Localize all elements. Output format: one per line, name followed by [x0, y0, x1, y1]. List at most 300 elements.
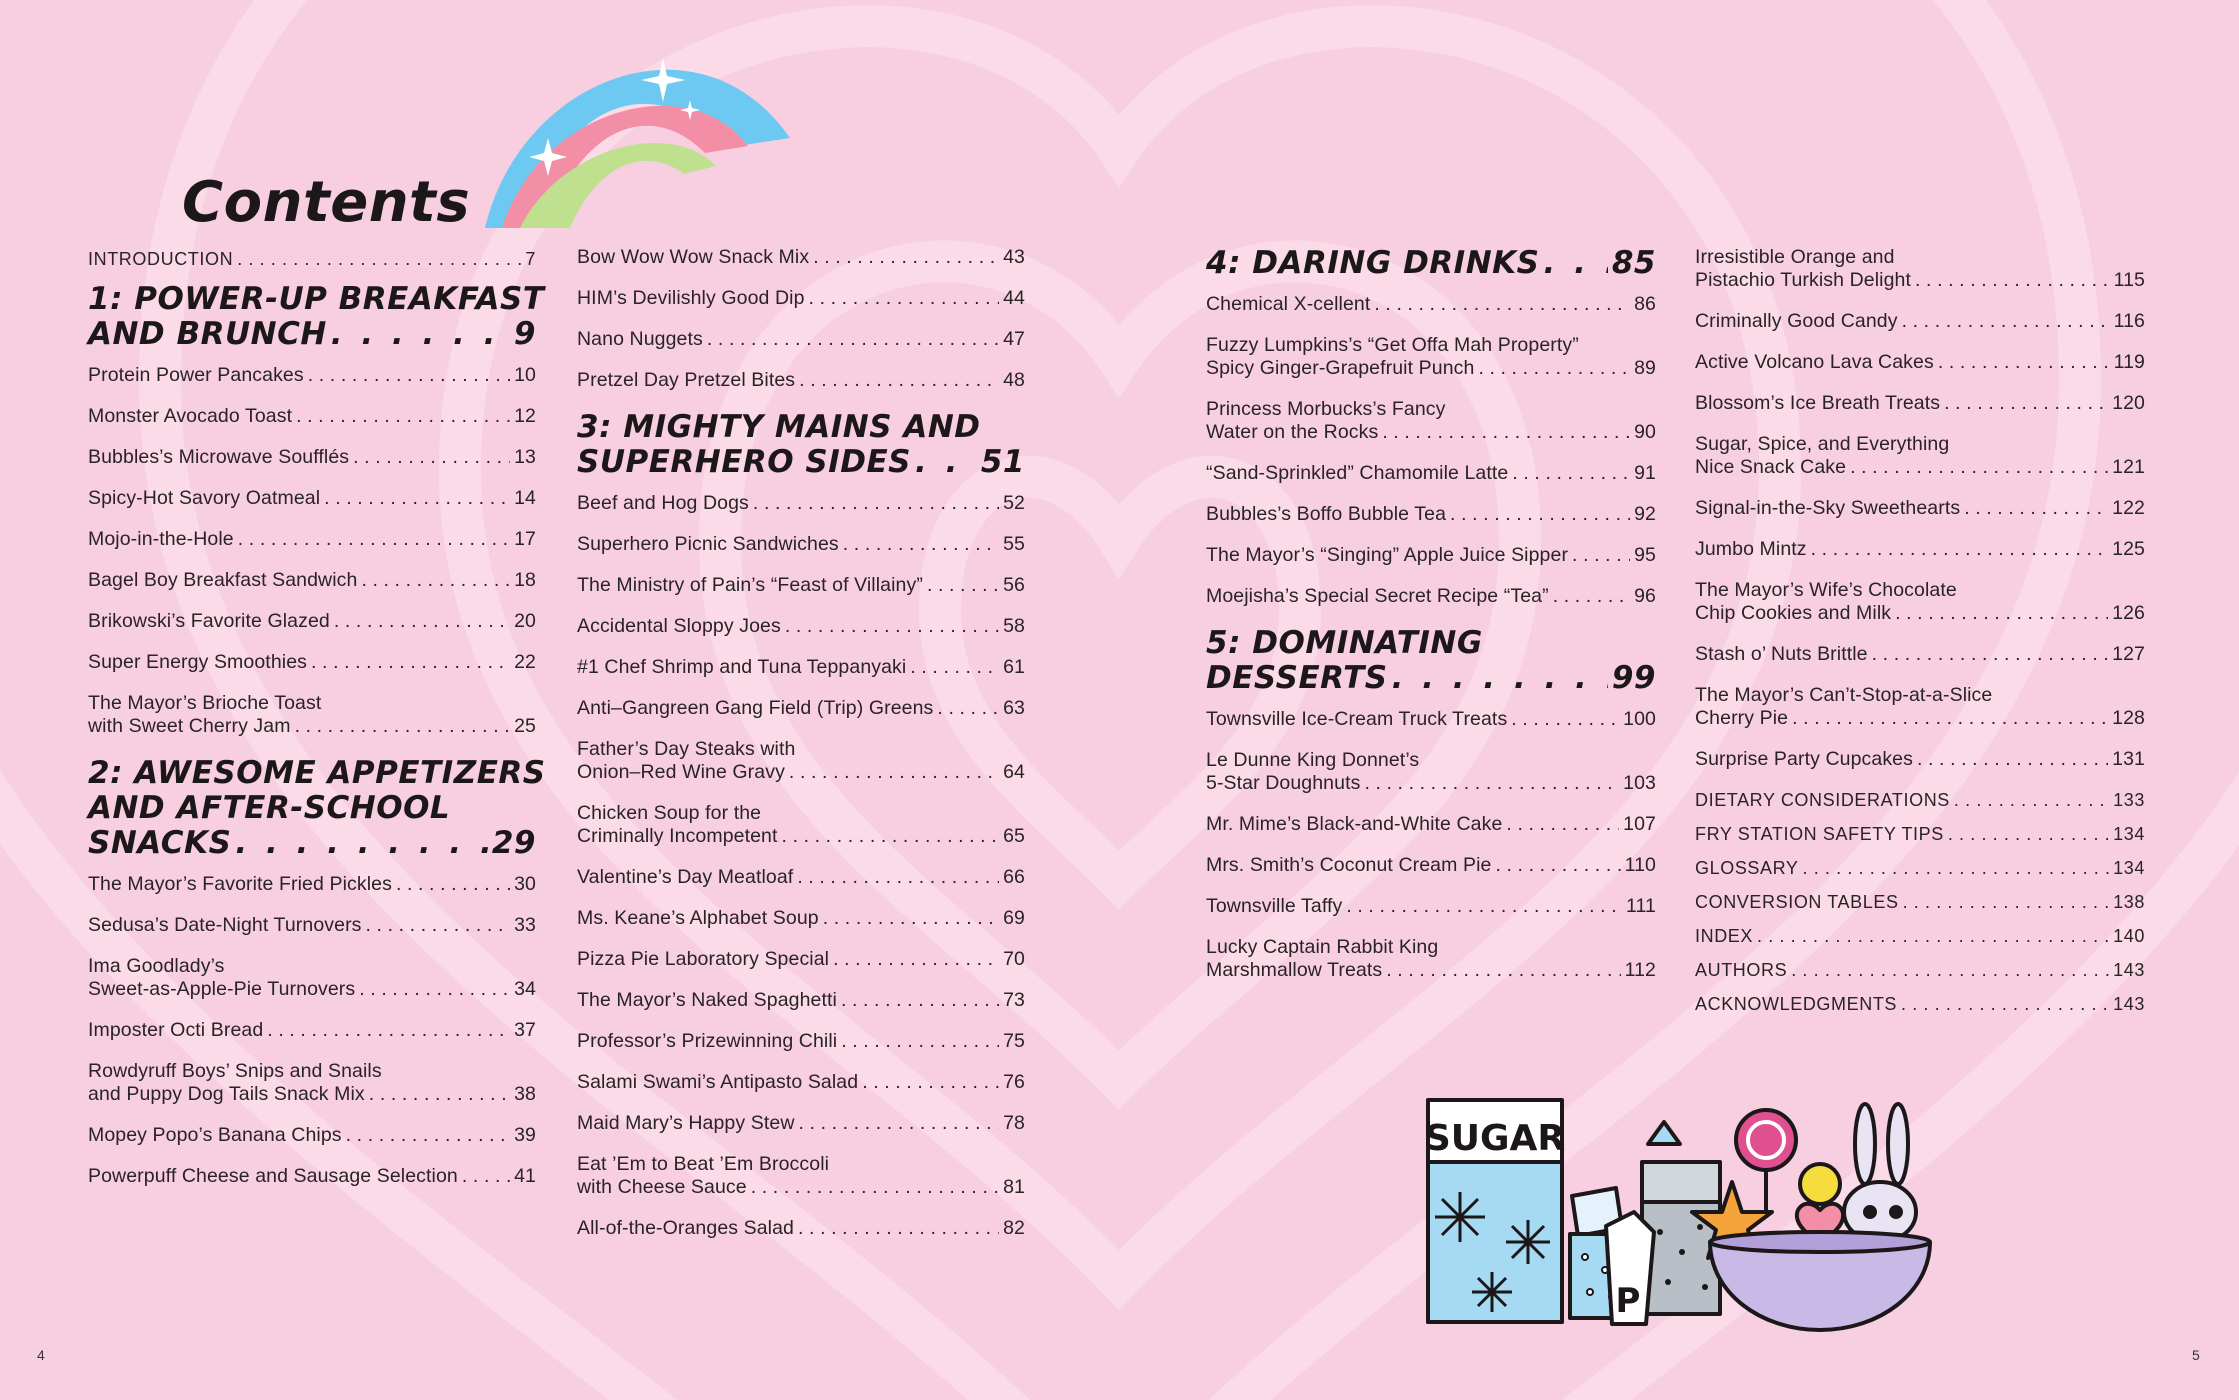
page-number: 61 [1003, 656, 1025, 678]
toc-entry [1206, 398, 1656, 444]
chapter-title: 1: POWER-UP BREAKFAST [88, 281, 545, 317]
toc-entry [1695, 497, 2145, 520]
page-number: 41 [514, 1165, 536, 1187]
toc-entry [1695, 925, 2145, 948]
page-number: 13 [514, 446, 536, 468]
entry-title: Powerpuff Cheese and Sausage Selection [88, 1165, 458, 1187]
dot-leader [1901, 993, 2109, 1016]
toc-entry [1206, 936, 1656, 982]
dot-leader [235, 826, 487, 861]
entry-title: Anti–Gangreen Gang Field (Trip) Greens [577, 697, 934, 719]
entry-title: Cherry Pie [1695, 707, 1789, 729]
entry-title: Active Volcano Lava Cakes [1695, 351, 1934, 373]
entry-title: Onion–Red Wine Gravy [577, 761, 785, 783]
dot-leader [1915, 269, 2110, 292]
page-number: 37 [514, 1019, 536, 1041]
entry-title: The Mayor’s Can’t-Stop-at-a-Slice [1695, 684, 1993, 706]
page-number: 64 [1003, 761, 1025, 783]
toc-entry [577, 328, 1025, 351]
page-number: 134 [2113, 858, 2145, 878]
entry-title: Mrs. Smith’s Coconut Cream Pie [1206, 854, 1492, 876]
dot-leader [1903, 891, 2110, 914]
page-number: 100 [1623, 708, 1656, 730]
entry-title: Chip Cookies and Milk [1695, 602, 1892, 624]
entry-title: Superhero Picnic Sandwiches [577, 533, 839, 555]
toc-entry [88, 364, 536, 387]
dot-leader [1544, 246, 1608, 281]
page-number: 55 [1003, 533, 1025, 555]
chapter-heading [1206, 246, 1656, 281]
toc-entry [1695, 538, 2145, 561]
dot-leader [843, 533, 999, 556]
entry-title: Moejisha’s Special Secret Recipe “Tea” [1206, 585, 1549, 607]
dot-leader [331, 317, 510, 352]
dot-leader [1364, 772, 1619, 795]
chapter-title: 5: DOMINATING [1206, 625, 1483, 661]
page-number: 99 [1611, 660, 1656, 696]
entry-title: Blossom’s Ice Breath Treats [1695, 392, 1941, 414]
page-number: 22 [514, 651, 536, 673]
sugar-label: SUGAR [1424, 1118, 1566, 1159]
toc-entry [1206, 708, 1656, 731]
entry-title: Le Dunne King Donnet’s [1206, 749, 1420, 771]
page-number: 7 [525, 249, 536, 269]
entry-title: Pretzel Day Pretzel Bites [577, 369, 796, 391]
page-number: 43 [1003, 246, 1025, 268]
entry-title: GLOSSARY [1695, 858, 1799, 878]
toc-entry [577, 1153, 1025, 1199]
page-number: 90 [1634, 421, 1656, 443]
toc-entry [577, 697, 1025, 720]
dot-leader [833, 948, 999, 971]
entry-title: The Mayor’s Favorite Fried Pickles [88, 873, 392, 895]
toc-entry [577, 738, 1025, 784]
dot-leader [1478, 357, 1630, 380]
entry-title: Ima Goodlady’s [88, 955, 225, 977]
dot-leader [1512, 462, 1630, 485]
page-number: 17 [514, 528, 536, 550]
toc-entry [577, 1071, 1025, 1094]
dot-leader [799, 1112, 1000, 1135]
page-number: 69 [1003, 907, 1025, 929]
shaker-label: P [1615, 1281, 1641, 1321]
page-number: 76 [1003, 1071, 1025, 1093]
dot-leader [1938, 351, 2110, 374]
toc-entry [1206, 462, 1656, 485]
page-number: 116 [2113, 310, 2145, 332]
page-number: 82 [1003, 1217, 1025, 1239]
dot-leader [862, 1071, 999, 1094]
toc-entry [577, 989, 1025, 1012]
dot-leader [1948, 823, 2109, 846]
chapter-title: 4: DARING DRINKS [1206, 245, 1540, 281]
page-number: 47 [1003, 328, 1025, 350]
entry-title: All-of-the-Oranges Salad [577, 1217, 795, 1239]
dot-leader [1917, 748, 2108, 771]
toc-entry [1206, 585, 1656, 608]
dot-leader [751, 1176, 999, 1199]
entry-title: “Sand-Sprinkled” Chamomile Latte [1206, 462, 1509, 484]
toc-entry [88, 873, 536, 896]
dot-leader [324, 487, 510, 510]
toc-entry [88, 569, 536, 592]
toc-entry [577, 369, 1025, 392]
toc-entry [1206, 503, 1656, 526]
toc-entry [1695, 351, 2145, 374]
dot-leader [462, 1165, 510, 1188]
entry-title: Sweet-as-Apple-Pie Turnovers [88, 978, 356, 1000]
dot-leader [789, 761, 999, 784]
page-number: 140 [2113, 926, 2145, 946]
toc-entry [1206, 854, 1656, 877]
dot-leader [1346, 895, 1622, 918]
page-number: 63 [1003, 697, 1025, 719]
toc-entry [577, 866, 1025, 889]
entry-title: Mr. Mime’s Black-and-White Cake [1206, 813, 1503, 835]
dot-leader [753, 492, 999, 515]
page-number: 103 [1623, 772, 1656, 794]
page-number: 122 [2112, 497, 2145, 519]
page-number: 56 [1003, 574, 1025, 596]
page-number: 125 [2112, 538, 2145, 560]
page-number: 14 [514, 487, 536, 509]
chapter-title: DESSERTS [1206, 660, 1388, 696]
dot-leader [1850, 456, 2108, 479]
page-number: 143 [2113, 960, 2145, 980]
dot-leader [366, 914, 511, 937]
toc-column-3 [1206, 236, 1656, 1000]
toc-entry [1206, 334, 1656, 380]
page-number: 91 [1634, 462, 1656, 484]
page-number: 12 [514, 405, 536, 427]
toc-entry [1206, 544, 1656, 567]
toc-entry [88, 692, 536, 738]
page-number: 34 [514, 978, 536, 1000]
dot-leader [1386, 959, 1620, 982]
entry-title: The Mayor’s Brioche Toast [88, 692, 322, 714]
dot-leader [334, 610, 510, 633]
page-number: 70 [1003, 948, 1025, 970]
toc-entry [1206, 813, 1656, 836]
entry-title: Signal-in-the-Sky Sweethearts [1695, 497, 1961, 519]
entry-title: The Ministry of Pain’s “Feast of Villainy” [577, 574, 923, 596]
entry-title: FRY STATION SAFETY TIPS [1695, 824, 1944, 844]
page-number: 138 [2113, 892, 2145, 912]
entry-title: Bagel Boy Breakfast Sandwich [88, 569, 358, 591]
page-number: 38 [514, 1083, 536, 1105]
toc-entry [1206, 749, 1656, 795]
chapter-title: SUPERHERO SIDES [577, 444, 911, 480]
dot-leader [1811, 538, 2109, 561]
dot-leader [707, 328, 999, 351]
toc-column-4 [1695, 246, 2145, 1027]
page-number: 120 [2112, 392, 2145, 414]
dot-leader [937, 697, 999, 720]
entry-title: Valentine’s Day Meatloaf [577, 866, 794, 888]
entry-title: Ms. Keane’s Alphabet Soup [577, 907, 819, 929]
chapter-heading [577, 410, 1025, 480]
page-number: 20 [514, 610, 536, 632]
page-number: 133 [2113, 790, 2145, 810]
dot-leader [353, 446, 510, 469]
entry-title: Criminally Incompetent [577, 825, 778, 847]
toc-entry [577, 574, 1025, 597]
chapter-title: 3: MIGHTY MAINS AND [577, 409, 981, 445]
entry-title: Spicy-Hot Savory Oatmeal [88, 487, 321, 509]
toc-entry [577, 948, 1025, 971]
dot-leader [295, 715, 511, 738]
page-number: 85 [1611, 245, 1656, 281]
toc-entry [88, 1019, 536, 1042]
page-number-right: 5 [2192, 1347, 2200, 1363]
rainbow-illustration [480, 38, 800, 238]
dot-leader [1392, 661, 1608, 696]
dot-leader [823, 907, 999, 930]
entry-title: Jumbo Mintz [1695, 538, 1807, 560]
page-number: 143 [2113, 994, 2145, 1014]
toc-entry [88, 914, 536, 937]
toc-entry [577, 1112, 1025, 1135]
dot-leader [361, 569, 510, 592]
page-number: 29 [491, 825, 536, 861]
dot-leader [1757, 925, 2109, 948]
dot-leader [1450, 503, 1630, 526]
dot-leader [369, 1083, 510, 1106]
page-number: 128 [2112, 707, 2145, 729]
entry-title: Monster Avocado Toast [88, 405, 293, 427]
page-number: 86 [1634, 293, 1656, 315]
dot-leader [798, 1217, 999, 1240]
entry-title: Father’s Day Steaks with [577, 738, 796, 760]
page-number: 81 [1003, 1176, 1025, 1198]
page-number: 9 [513, 316, 536, 352]
toc-entry [577, 802, 1025, 848]
toc-entry [88, 528, 536, 551]
entry-title: Imposter Octi Bread [88, 1019, 264, 1041]
toc-entry [1695, 579, 2145, 625]
toc-entry [1695, 959, 2145, 982]
entry-title: Nice Snack Cake [1695, 456, 1847, 478]
toc-entry [88, 405, 536, 428]
dot-leader [1374, 293, 1630, 316]
entry-title: Marshmallow Treats [1206, 959, 1383, 981]
page-number: 48 [1003, 369, 1025, 391]
page-number: 89 [1634, 357, 1656, 379]
dot-leader [1792, 707, 2108, 730]
entry-title: INTRODUCTION [88, 249, 234, 269]
toc-entry [1695, 246, 2145, 292]
toc-entry [577, 287, 1025, 310]
page-title: Contents [182, 170, 471, 235]
entry-title: HIM’s Devilishly Good Dip [577, 287, 805, 309]
entry-title: Beef and Hog Dogs [577, 492, 749, 514]
entry-title: 5-Star Doughnuts [1206, 772, 1361, 794]
dot-leader [1954, 789, 2109, 812]
dot-leader [359, 978, 510, 1001]
entry-title: Super Energy Smoothies [88, 651, 307, 673]
page-number: 18 [514, 569, 536, 591]
dot-leader [1511, 708, 1619, 731]
toc-entry [1695, 857, 2145, 880]
entry-title: Sugar, Spice, and Everything [1695, 433, 1950, 455]
entry-title: Nano Nuggets [577, 328, 703, 350]
page-number: 119 [2113, 351, 2145, 373]
chapter-heading [1206, 626, 1656, 696]
entry-title: Irresistible Orange and [1695, 246, 1895, 268]
toc-entry [88, 651, 536, 674]
dot-leader [841, 1030, 999, 1053]
page-number: 39 [514, 1124, 536, 1146]
entry-title: with Sweet Cherry Jam [88, 715, 291, 737]
dot-leader [396, 873, 510, 896]
entry-title: Pistachio Turkish Delight [1695, 269, 1912, 291]
dot-leader [311, 651, 510, 674]
entry-title: Criminally Good Candy [1695, 310, 1898, 332]
page-number-left: 4 [37, 1347, 45, 1363]
page-number: 96 [1634, 585, 1656, 607]
toc-entry [88, 446, 536, 469]
toc-entry [577, 533, 1025, 556]
page-number: 111 [1626, 895, 1656, 917]
page-number: 51 [980, 444, 1025, 480]
entry-title: Chicken Soup for the [577, 802, 762, 824]
dot-leader [910, 656, 999, 679]
page-number: 75 [1003, 1030, 1025, 1052]
toc-entry [577, 1217, 1025, 1240]
entry-title: Accidental Sloppy Joes [577, 615, 781, 637]
toc-entry [88, 1124, 536, 1147]
dot-leader [1572, 544, 1630, 567]
sugar-candy-illustration [1420, 1092, 1940, 1332]
page-number: 115 [2113, 269, 2145, 291]
toc-entry [1206, 293, 1656, 316]
toc-entry [1695, 823, 2145, 846]
page-number: 126 [2112, 602, 2145, 624]
entry-title: Chemical X-cellent [1206, 293, 1371, 315]
entry-title: and Puppy Dog Tails Snack Mix [88, 1083, 365, 1105]
entry-title: AUTHORS [1695, 960, 1788, 980]
toc-column-2 [577, 246, 1025, 1258]
toc-entry [577, 1030, 1025, 1053]
entry-title: Salami Swami’s Antipasto Salad [577, 1071, 859, 1093]
dot-leader [1382, 421, 1630, 444]
dot-leader [785, 615, 999, 638]
dot-leader [841, 989, 999, 1012]
dot-leader [296, 405, 510, 428]
entry-title: DIETARY CONSIDERATIONS [1695, 790, 1950, 810]
page-number: 25 [514, 715, 536, 737]
entry-title: Brikowski’s Favorite Glazed [88, 610, 330, 632]
dot-leader [267, 1019, 510, 1042]
entry-title: Mopey Popo’s Banana Chips [88, 1124, 342, 1146]
chapter-heading [88, 281, 545, 352]
toc-entry [1695, 643, 2145, 666]
dot-leader [782, 825, 1000, 848]
entry-title: The Mayor’s Naked Spaghetti [577, 989, 837, 1011]
dot-leader [1872, 643, 2109, 666]
dot-leader [1902, 310, 2110, 333]
page-number: 95 [1634, 544, 1656, 566]
dot-leader [1944, 392, 2108, 415]
page-number: 44 [1003, 287, 1025, 309]
entry-title: Fuzzy Lumpkins’s “Get Offa Mah Property” [1206, 334, 1579, 356]
page-number: 10 [514, 364, 536, 386]
page-number: 30 [514, 873, 536, 895]
dot-leader [799, 369, 999, 392]
entry-title: Princess Morbucks’s Fancy [1206, 398, 1446, 420]
entry-title: Bow Wow Wow Snack Mix [577, 246, 810, 268]
toc-entry [1695, 392, 2145, 415]
toc-entry [1695, 748, 2145, 771]
dot-leader [915, 445, 977, 480]
dot-leader [237, 248, 521, 271]
toc-entry [577, 656, 1025, 679]
entry-title: INDEX [1695, 926, 1754, 946]
chapter-title: SNACKS [88, 825, 232, 861]
entry-title: The Mayor’s Wife’s Chocolate [1695, 579, 1957, 601]
dot-leader [1553, 585, 1630, 608]
entry-title: Spicy Ginger-Grapefruit Punch [1206, 357, 1475, 379]
page-number: 112 [1624, 959, 1656, 981]
page-number: 110 [1624, 854, 1656, 876]
page-number: 134 [2113, 824, 2145, 844]
dot-leader [1964, 497, 2108, 520]
entry-title: Surprise Party Cupcakes [1695, 748, 1913, 770]
toc-entry [88, 955, 536, 1001]
toc-entry [1695, 310, 2145, 333]
entry-title: Mojo-in-the-Hole [88, 528, 234, 550]
toc-entry [1695, 891, 2145, 914]
entry-title: ACKNOWLEDGMENTS [1695, 994, 1898, 1014]
page-number: 66 [1003, 866, 1025, 888]
page-number: 131 [2112, 748, 2145, 770]
entry-title: Bubbles’s Boffo Bubble Tea [1206, 503, 1447, 525]
toc-entry [1695, 993, 2145, 1016]
page-number: 52 [1003, 492, 1025, 514]
toc-entry [1695, 789, 2145, 812]
page-number: 127 [2112, 643, 2145, 665]
dot-leader [346, 1124, 510, 1147]
chapter-title: AND AFTER-SCHOOL [88, 790, 451, 826]
toc-entry [88, 487, 536, 510]
dot-leader [1791, 959, 2109, 982]
page-number: 92 [1634, 503, 1656, 525]
page-number: 78 [1003, 1112, 1025, 1134]
chapter-heading [88, 755, 546, 861]
dot-leader [1803, 857, 2110, 880]
entry-title: Pizza Pie Laboratory Special [577, 948, 830, 970]
toc-entry [577, 615, 1025, 638]
dot-leader [1495, 854, 1620, 877]
entry-title: Townsville Ice-Cream Truck Treats [1206, 708, 1508, 730]
chapter-title: AND BRUNCH [88, 316, 327, 352]
toc-entry [1695, 433, 2145, 479]
toc-entry [88, 610, 536, 633]
dot-leader [797, 866, 999, 889]
page-number: 73 [1003, 989, 1025, 1011]
entry-title: Lucky Captain Rabbit King [1206, 936, 1439, 958]
entry-title: Professor’s Prizewinning Chili [577, 1030, 838, 1052]
page-number: 33 [514, 914, 536, 936]
entry-title: Rowdyruff Boys’ Snips and Snails [88, 1060, 382, 1082]
entry-title: Water on the Rocks [1206, 421, 1379, 443]
entry-title: #1 Chef Shrimp and Tuna Teppanyaki [577, 656, 907, 678]
entry-title: The Mayor’s “Singing” Apple Juice Sipper [1206, 544, 1569, 566]
dot-leader [1895, 602, 2108, 625]
toc-entry [1206, 895, 1656, 918]
entry-title: CONVERSION TABLES [1695, 892, 1899, 912]
toc-entry [577, 246, 1025, 269]
